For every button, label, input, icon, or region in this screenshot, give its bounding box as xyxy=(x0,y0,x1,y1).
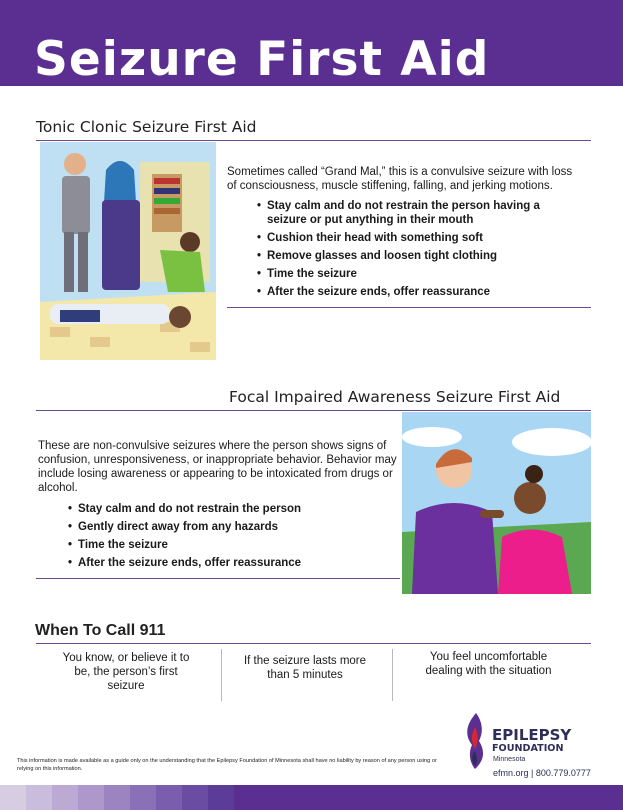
section-divider xyxy=(227,307,591,308)
section-divider xyxy=(36,643,591,644)
step-item: • After the seizure ends, offer reassurance xyxy=(68,556,388,570)
footer-swatch xyxy=(52,785,78,810)
footer-swatch xyxy=(234,785,623,810)
step-item: • After the seizure ends, offer reassurance xyxy=(257,285,572,299)
footer-swatch xyxy=(26,785,52,810)
logo-foundation: FOUNDATION xyxy=(492,743,564,754)
footer-swatch xyxy=(78,785,104,810)
call-reason-card: If the seizure lasts more than 5 minutes xyxy=(243,655,367,681)
header-banner xyxy=(0,0,623,86)
section-heading-focal-impaired: Focal Impaired Awareness Seizure First Aid xyxy=(229,388,561,406)
footer-swatch xyxy=(156,785,182,810)
section-divider xyxy=(36,410,591,411)
tonic-clonic-steps xyxy=(257,199,572,303)
step-item: • Stay calm and do not restrain the person xyxy=(68,502,388,516)
disclaimer-text: This information is made available as a guide only on the understanding that the Epilepsy Foundation of Minnesota shall have no liability by reason of any person using or relying on this information. xyxy=(17,758,437,772)
footer-swatch xyxy=(182,785,208,810)
footer-swatch xyxy=(130,785,156,810)
tonic-clonic-description: Sometimes called “Grand Mal,” this is a convulsive seizure with loss of consciousness, muscle stiffening, falling, and jerking motions. xyxy=(227,166,573,192)
step-item: • Time the seizure xyxy=(68,538,388,552)
logo-epilepsy: EPILEPSY xyxy=(492,726,572,744)
flame-logo-icon xyxy=(462,713,488,769)
page-title: Seizure First Aid xyxy=(34,32,490,86)
focal-impaired-illustration xyxy=(402,412,591,594)
footer-swatch xyxy=(104,785,130,810)
section-heading-tonic-clonic: Tonic Clonic Seizure First Aid xyxy=(36,118,257,136)
logo-minnesota: Minnesota xyxy=(493,756,526,763)
step-item: • Time the seizure xyxy=(257,267,572,281)
tonic-clonic-illustration xyxy=(40,142,216,360)
step-item: • Gently direct away from any hazards xyxy=(68,520,388,534)
focal-impaired-steps xyxy=(68,502,388,574)
step-item: • Remove glasses and loosen tight clothing xyxy=(257,249,572,263)
section-heading-when-to-call: When To Call 911 xyxy=(35,622,166,639)
footer-color-bar xyxy=(0,785,623,810)
section-divider xyxy=(36,140,591,141)
section-divider xyxy=(36,578,400,579)
card-divider xyxy=(392,649,393,701)
step-item: • Stay calm and do not restrain the person having a seizure or put anything in their mouth xyxy=(257,199,572,227)
focal-impaired-description: These are non-convulsive seizures where the person shows signs of confusion, unresponsiveness, or inappropriate behavior. Behavior may include losing awareness or appearing to be intoxicated from drugs or alcohol. xyxy=(38,440,397,494)
call-reason-card: You feel uncomfortable dealing with the situation xyxy=(425,651,552,677)
card-divider xyxy=(221,649,222,701)
contact-info: efmn.org | 800.779.0777 xyxy=(493,768,591,778)
step-item: • Cushion their head with something soft xyxy=(257,231,572,245)
call-reason-card: You know, or believe it to be, the person’s first seizure xyxy=(62,652,190,692)
footer-swatch xyxy=(0,785,26,810)
footer-swatch xyxy=(208,785,234,810)
